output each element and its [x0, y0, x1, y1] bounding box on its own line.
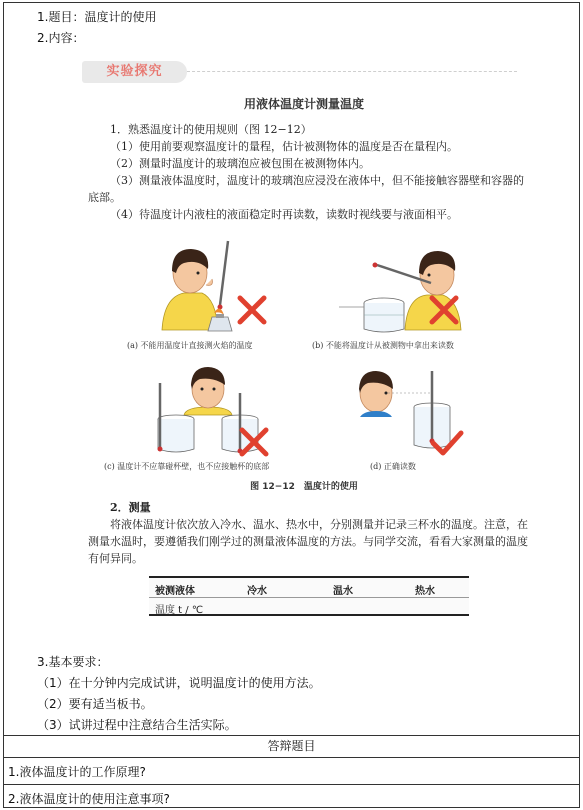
table-col-liquid: 被测液体 [155, 586, 195, 597]
table-row-divider [149, 597, 469, 598]
rule-3: （3）测量液体温度时，温度计的玻璃泡应浸没在液体中，但不能接触容器壁和容器的底部。 [88, 174, 524, 204]
defense-question-2: 2.液体温度计的使用注意事项? [8, 792, 170, 806]
section-divider-bottom [4, 784, 579, 785]
caption-c: (c) 温度计不应靠碰杯壁，也不应接触杯的底部 [104, 462, 270, 471]
textbook-excerpt [74, 55, 534, 623]
boy-a-icon [162, 249, 218, 330]
rule-4: （4）待温度计内液柱的液面稳定时再读数，读数时视线要与液面相平。 [110, 208, 458, 221]
table-col-cold: 冷水 [247, 586, 267, 597]
defense-heading: 答辩题目 [267, 739, 316, 753]
figure-caption: 图 12−12 温度计的使用 [250, 482, 358, 492]
rules-heading: 1．熟悉温度计的使用规则（图 12−12） [110, 123, 312, 136]
requirement-1: （1）在十分钟内完成试讲，说明温度计的使用方法。 [37, 676, 321, 690]
requirement-3: （3）试讲过程中注意结合生活实际。 [37, 718, 237, 732]
topic-line: 1.题目：温度计的使用 [37, 10, 157, 24]
table-col-hot: 热水 [415, 586, 435, 597]
table-row-temperature: 温度 t / ℃ [155, 605, 204, 616]
rule-2: （2）测量时温度计的玻璃泡应被包围在被测物体内。 [110, 157, 370, 170]
caption-b: (b) 不能将温度计从被测物中拿出来读数 [312, 341, 454, 350]
thermometer-icon [218, 241, 229, 310]
measurement-table [149, 576, 469, 616]
measure-text: 将液体温度计依次放入冷水、温水、热水中，分别测量并记录三杯水的温度。注意，在测量水温时，要遵循我们刚学过的测量液体温度的方法。与同学交流，看看大家测量的温度有何异同。 [88, 518, 528, 565]
beaker-b-icon [364, 298, 404, 332]
boy-d-icon [359, 371, 393, 417]
table-col-warm: 温水 [333, 586, 353, 597]
beaker-c-left-icon [158, 383, 195, 452]
experiment-title: 用液体温度计测量温度 [243, 97, 364, 111]
measure-heading: 2．测量 [110, 501, 151, 514]
caption-a: (a) 不能用温度计直接测火焰的温度 [127, 341, 253, 350]
section-divider-top [4, 735, 579, 736]
section-divider-mid [4, 757, 579, 758]
cross-icon-c [239, 427, 269, 457]
requirement-2: （2）要有适当板书。 [37, 697, 153, 711]
content-label: 2.内容： [37, 31, 85, 45]
badge-divider [187, 71, 517, 72]
exam-sheet [3, 2, 580, 808]
rule-1: （1）使用前要观察温度计的量程，估计被测物体的温度是否在量程内。 [110, 140, 458, 153]
section-badge: 实验探究 [82, 61, 187, 83]
boy-c-icon [184, 367, 232, 415]
check-icon-d [429, 429, 465, 457]
caption-d: (d) 正确读数 [370, 462, 416, 471]
requirements-heading: 3.基本要求： [37, 655, 109, 669]
cross-icon-b [429, 295, 459, 325]
cross-icon-a [237, 295, 267, 325]
defense-question-1: 1.液体温度计的工作原理? [8, 765, 146, 779]
